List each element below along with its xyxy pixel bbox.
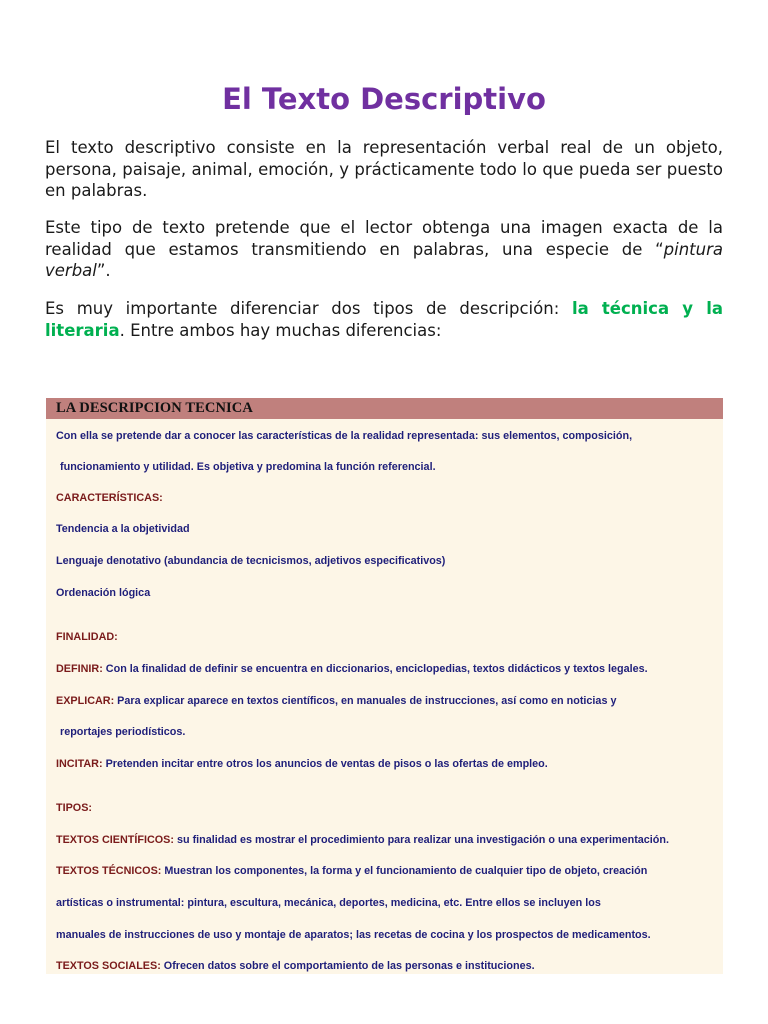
page-title: El Texto Descriptivo (222, 82, 546, 116)
tecnicos-line-3: manuales de instrucciones de uso y montaje de aparatos; las recetas de cocina y los prospectos de medicamentos. (56, 929, 651, 941)
caracteristica-item: Lenguaje denotativo (abundancia de tecnicismos, adjetivos especificativos) (56, 555, 446, 567)
intro-paragraph (45, 137, 723, 202)
box-heading: LA DESCRIPCION TECNICA (56, 400, 253, 416)
tecnicos-label: TEXTOS TÉCNICOS: (56, 865, 162, 877)
tecnicos-line-2: artísticas o instrumental: pintura, escultura, mecánica, deportes, medicina, etc. Entre ellos se incluyen los (56, 897, 601, 909)
tipos-label: TIPOS: (56, 802, 92, 814)
explicar-label: EXPLICAR: (56, 695, 115, 707)
caracteristica-item: Ordenación lógica (56, 587, 151, 599)
box-header (46, 398, 723, 419)
sociales-line (56, 960, 535, 972)
descripcion-tecnica-box (46, 398, 723, 974)
tecnicos-line (56, 865, 647, 877)
types-highlight: la técnica y la literaria (45, 299, 723, 340)
sociales-text: Ofrecen datos sobre el comportamiento de las personas e instituciones. (160, 960, 535, 972)
incitar-text: Pretenden incitar entre otros los anuncios de ventas de pisos o las ofertas de empleo. (102, 758, 548, 770)
types-text-end: . Entre ambos hay muchas diferencias: (119, 320, 442, 340)
definir-label: DEFINIR: (56, 663, 103, 675)
intro-text: El texto descriptivo consiste en la representación verbal real de un objeto, persona, paisaje, animal, emoción, y prácticamente todo lo que pueda ser puesto en palabras. (45, 138, 723, 200)
image-paragraph (45, 217, 723, 282)
cientificos-line (56, 834, 669, 846)
sociales-label: TEXTOS SOCIALES: (56, 960, 161, 972)
image-text: Este tipo de texto pretende que el lector obtenga una imagen exacta de la realidad que estamos transmitiendo en palabras, una especie de “ (45, 218, 723, 259)
explicar-line-2: reportajes periodísticos. (60, 726, 186, 738)
pintura-verbal-emphasis: pintura verbal (45, 239, 723, 280)
image-text-end: ”. (96, 261, 111, 280)
explicar-line (56, 695, 616, 707)
incitar-label: INCITAR: (56, 758, 103, 770)
types-paragraph (45, 298, 723, 341)
caracteristicas-label: CARACTERÍSTICAS: (56, 492, 163, 504)
tecnicos-text: Muestran los componentes, la forma y el funcionamiento de cualquier tipo de objeto, creación (161, 865, 648, 877)
intro-line-2: funcionamiento y utilidad. Es objetiva y predomina la función referencial. (60, 461, 436, 473)
finalidad-label: FINALIDAD: (56, 631, 118, 643)
types-text: Es muy importante diferenciar dos tipos de descripción: (45, 299, 572, 318)
incitar-line (56, 758, 548, 770)
cientificos-text: su finalidad es mostrar el procedimiento para realizar una investigación o una experimentación. (173, 834, 669, 846)
definir-line (56, 663, 648, 675)
explicar-text: Para explicar aparece en textos científicos, en manuales de instrucciones, así como en noticias y (114, 695, 617, 707)
caracteristica-item: Tendencia a la objetividad (56, 523, 190, 535)
cientificos-label: TEXTOS CIENTÍFICOS: (56, 834, 174, 846)
definir-text: Con la finalidad de definir se encuentra en diccionarios, enciclopedias, textos didácticos y textos legales. (102, 663, 648, 675)
intro-line-1: Con ella se pretende dar a conocer las características de la realidad representada: sus elementos, composición, (56, 430, 633, 442)
